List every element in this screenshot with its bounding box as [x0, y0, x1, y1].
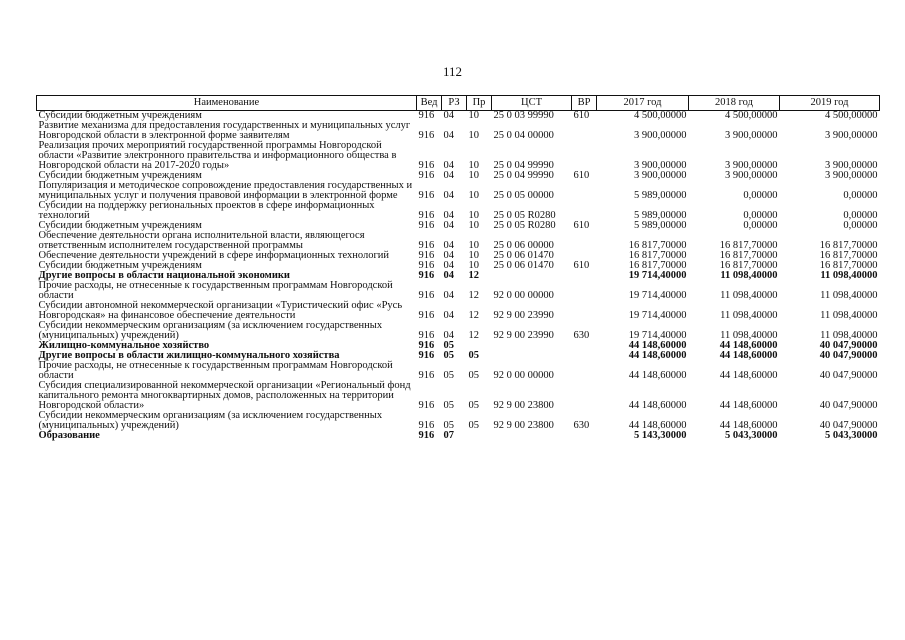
- cell-2017: 5 143,30000: [634, 430, 687, 441]
- cell-name: Субсидии некоммерческим организациям (за исключением государственных (муниципальных) учреждений): [38, 320, 383, 341]
- cell-cst: [492, 271, 572, 281]
- table-header-row: [37, 96, 880, 111]
- cell-pr: 12: [468, 330, 479, 341]
- cell-pr: 10: [468, 160, 479, 171]
- cell-rz: 04: [443, 170, 454, 181]
- cell-2019: 0,00000: [843, 210, 878, 221]
- table-row: [37, 121, 880, 141]
- cell-ved: 916: [418, 170, 435, 181]
- cell-2019: 3 900,00000: [825, 130, 878, 141]
- table-row: [37, 321, 880, 341]
- cell-pr: 10: [468, 190, 479, 201]
- cell-2018: 0,00000: [743, 220, 778, 231]
- cell-ved: 916: [418, 210, 435, 221]
- cell-vr: [572, 141, 597, 171]
- table-row: [37, 201, 880, 221]
- cell-pr: 12: [468, 310, 479, 321]
- cell-2018: 16 817,70000: [719, 260, 778, 271]
- table-row: [37, 141, 880, 171]
- cell-2018: 4 500,00000: [725, 110, 778, 121]
- header-name: Наименование: [37, 96, 417, 111]
- cell-rz: 04: [443, 220, 454, 231]
- cell-cst: 25 0 05 R0280: [493, 220, 556, 231]
- cell-vr: [572, 351, 597, 361]
- cell-2017: 19 714,40000: [628, 270, 687, 281]
- cell-pr: 05: [468, 400, 479, 411]
- cell-name: Субсидии бюджетным учреждениям: [38, 110, 202, 121]
- cell-cst: [492, 341, 572, 351]
- cell-2018: 5 043,30000: [725, 430, 778, 441]
- cell-2019: 16 817,70000: [819, 250, 878, 261]
- cell-cst: 92 9 00 23800: [493, 400, 554, 411]
- cell-cst: 92 9 00 23800: [493, 420, 554, 431]
- cell-pr: 10: [468, 250, 479, 261]
- cell-vr: 630: [573, 420, 590, 431]
- cell-ved: 916: [418, 260, 435, 271]
- cell-vr: [572, 431, 597, 441]
- cell-2018: 3 900,00000: [725, 170, 778, 181]
- table-row: [37, 431, 880, 441]
- table-row: [37, 281, 880, 301]
- cell-ved: 916: [418, 240, 435, 251]
- cell-pr: 10: [468, 220, 479, 231]
- cell-rz: 04: [443, 310, 454, 321]
- cell-name: Образование: [38, 430, 100, 441]
- cell-2017: 5 989,00000: [634, 220, 687, 231]
- cell-2018: 16 817,70000: [719, 250, 778, 261]
- cell-2019: 5 043,30000: [825, 430, 878, 441]
- cell-vr: [572, 121, 597, 141]
- cell-pr: 05: [468, 350, 479, 361]
- cell-vr: 630: [573, 330, 590, 341]
- cell-ved: 916: [418, 130, 435, 141]
- cell-2019: 16 817,70000: [819, 260, 878, 271]
- cell-ved: 916: [418, 430, 435, 441]
- cell-2017: 3 900,00000: [634, 130, 687, 141]
- cell-vr: [572, 181, 597, 201]
- cell-cst: 92 0 00 00000: [493, 370, 554, 381]
- cell-ved: 916: [418, 190, 435, 201]
- cell-name: Субсидии бюджетным учреждениям: [38, 260, 202, 271]
- cell-2017: 44 148,60000: [628, 350, 687, 361]
- cell-ved: 916: [418, 420, 435, 431]
- cell-pr: 10: [468, 110, 479, 121]
- header-2019: 2019 год: [780, 96, 880, 111]
- cell-rz: 05: [443, 350, 454, 361]
- cell-2017: 19 714,40000: [628, 330, 687, 341]
- cell-vr: [572, 281, 597, 301]
- cell-2019: 11 098,40000: [820, 310, 878, 321]
- cell-rz: 05: [443, 420, 454, 431]
- cell-2017: 44 148,60000: [628, 370, 687, 381]
- cell-2019: 4 500,00000: [825, 110, 878, 121]
- cell-vr: 610: [573, 260, 590, 271]
- cell-2019: 11 098,40000: [820, 270, 878, 281]
- cell-2017: 3 900,00000: [634, 160, 687, 171]
- cell-2019: 16 817,70000: [819, 240, 878, 251]
- cell-pr: 05: [468, 420, 479, 431]
- cell-cst: 25 0 04 99990: [493, 160, 554, 171]
- table-row: [37, 181, 880, 201]
- table-row: [37, 381, 880, 411]
- cell-cst: 25 0 06 01470: [493, 250, 554, 261]
- cell-pr: 10: [468, 170, 479, 181]
- cell-name: Прочие расходы, не отнесенные к государственным программам Новгородской области: [38, 280, 393, 301]
- cell-ved: 916: [418, 290, 435, 301]
- cell-rz: 04: [443, 260, 454, 271]
- cell-2019: 11 098,40000: [820, 330, 878, 341]
- cell-name: Субсидии автономной некоммерческой организации «Туристический офис «Русь Новгородская» на финансовое обеспечение деятельности: [38, 300, 403, 321]
- header-vr: ВР: [572, 96, 597, 111]
- cell-ved: 916: [418, 160, 435, 171]
- cell-pr: 10: [468, 240, 479, 251]
- cell-name: Развитие механизма для предоставления государственных и муниципальных услуг Новгородской области в электронной форме заявителям: [38, 120, 411, 141]
- cell-2018: 44 148,60000: [719, 420, 778, 431]
- cell-2019: 40 047,90000: [819, 420, 878, 431]
- cell-rz: 05: [443, 370, 454, 381]
- cell-2019: 11 098,40000: [820, 290, 878, 301]
- table-row: [37, 231, 880, 251]
- cell-2019: 40 047,90000: [819, 350, 878, 361]
- cell-ved: 916: [418, 400, 435, 411]
- cell-name: Жилищно-коммунальное хозяйство: [38, 340, 210, 351]
- cell-rz: 04: [443, 330, 454, 341]
- table-row: [37, 411, 880, 431]
- cell-pr: 10: [468, 260, 479, 271]
- cell-pr: 12: [468, 270, 479, 281]
- cell-2019: 3 900,00000: [825, 170, 878, 181]
- cell-cst: 25 0 05 R0280: [493, 210, 556, 221]
- cell-pr: 12: [468, 290, 479, 301]
- cell-name: Обеспечение деятельности учреждений в сфере информационных технологий: [38, 250, 390, 261]
- cell-rz: 05: [443, 340, 454, 351]
- cell-2018: 11 098,40000: [720, 330, 778, 341]
- cell-2017: 44 148,60000: [628, 420, 687, 431]
- cell-2017: 4 500,00000: [634, 110, 687, 121]
- header-ved: Вед: [417, 96, 442, 111]
- cell-name: Субсидии на поддержку региональных проектов в сфере информационных технологий: [38, 200, 375, 221]
- cell-name: Субсидия специализированной некоммерческой организации «Региональный фонд капитального ремонта многоквартирных домов, расположенных на территории Новгородской области»: [38, 380, 411, 411]
- cell-2018: 0,00000: [743, 190, 778, 201]
- header-pr: Пр: [467, 96, 492, 111]
- cell-name: Прочие расходы, не отнесенные к государственным программам Новгородской области: [38, 360, 393, 381]
- cell-ved: 916: [418, 340, 435, 351]
- cell-name: Другие вопросы в области национальной экономики: [38, 270, 290, 281]
- cell-2019: 40 047,90000: [819, 370, 878, 381]
- cell-name: Субсидии бюджетным учреждениям: [38, 220, 202, 231]
- cell-vr: [572, 381, 597, 411]
- cell-vr: [572, 201, 597, 221]
- cell-2018: 3 900,00000: [725, 160, 778, 171]
- cell-rz: 04: [443, 160, 454, 171]
- cell-2017: 44 148,60000: [628, 400, 687, 411]
- cell-vr: 610: [573, 170, 590, 181]
- cell-rz: 04: [443, 190, 454, 201]
- cell-cst: 92 9 00 23990: [493, 310, 554, 321]
- cell-2018: 11 098,40000: [720, 290, 778, 301]
- cell-name: Субсидии бюджетным учреждениям: [38, 170, 202, 181]
- cell-name: Субсидии некоммерческим организациям (за исключением государственных (муниципальных) учреждений): [38, 410, 383, 431]
- cell-vr: [572, 271, 597, 281]
- cell-cst: 25 0 06 01470: [493, 260, 554, 271]
- cell-2019: 40 047,90000: [819, 340, 878, 351]
- cell-ved: 916: [418, 350, 435, 361]
- table-row: [37, 301, 880, 321]
- cell-pr: [467, 431, 492, 441]
- cell-2018: 11 098,40000: [720, 270, 778, 281]
- cell-2018: 44 148,60000: [719, 350, 778, 361]
- cell-2017: 19 714,40000: [628, 310, 687, 321]
- cell-vr: [572, 341, 597, 351]
- cell-2017: 16 817,70000: [628, 250, 687, 261]
- cell-pr: 10: [468, 130, 479, 141]
- cell-ved: 916: [418, 270, 435, 281]
- cell-cst: [492, 351, 572, 361]
- cell-2017: 16 817,70000: [628, 260, 687, 271]
- cell-2019: 40 047,90000: [819, 400, 878, 411]
- header-2017: 2017 год: [597, 96, 689, 111]
- cell-vr: 610: [573, 220, 590, 231]
- cell-name: Реализация прочих мероприятий государственной программы Новгородской области «Развитие электронного правительства и информационного общества в Новгородской области на 2017-2020 годы»: [38, 140, 397, 171]
- cell-cst: 92 0 00 00000: [493, 290, 554, 301]
- cell-rz: 04: [443, 110, 454, 121]
- cell-2019: 0,00000: [843, 190, 878, 201]
- cell-rz: 04: [443, 270, 454, 281]
- cell-ved: 916: [418, 310, 435, 321]
- cell-2018: 0,00000: [743, 210, 778, 221]
- cell-2018: 11 098,40000: [720, 310, 778, 321]
- cell-cst: 25 0 04 99990: [493, 170, 554, 181]
- cell-vr: [572, 361, 597, 381]
- cell-2018: 44 148,60000: [719, 370, 778, 381]
- cell-cst: 25 0 06 00000: [493, 240, 554, 251]
- cell-2017: 3 900,00000: [634, 170, 687, 181]
- cell-rz: 04: [443, 290, 454, 301]
- cell-cst: 25 0 04 00000: [493, 130, 554, 141]
- page-number: 112: [442, 64, 463, 79]
- cell-rz: 04: [443, 240, 454, 251]
- cell-pr: 10: [468, 210, 479, 221]
- cell-2017: 5 989,00000: [634, 190, 687, 201]
- cell-vr: 610: [573, 110, 590, 121]
- cell-cst: 25 0 05 00000: [493, 190, 554, 201]
- cell-rz: 04: [443, 210, 454, 221]
- cell-cst: 25 0 03 99990: [493, 110, 554, 121]
- cell-name: Обеспечение деятельности органа исполнительной власти, являющегося ответственным исполнителем государственной программы: [38, 230, 365, 251]
- cell-ved: 916: [418, 110, 435, 121]
- header-cst: ЦСТ: [492, 96, 572, 111]
- cell-name: Популяризация и методическое сопровождение предоставления государственных и муниципальных услуг и получения правовой информации в электронной форме: [38, 180, 413, 201]
- cell-ved: 916: [418, 220, 435, 231]
- cell-rz: 05: [443, 400, 454, 411]
- header-rz: РЗ: [442, 96, 467, 111]
- cell-ved: 916: [418, 330, 435, 341]
- cell-2019: 3 900,00000: [825, 160, 878, 171]
- table-row: [37, 361, 880, 381]
- cell-2017: 44 148,60000: [628, 340, 687, 351]
- cell-2018: 3 900,00000: [725, 130, 778, 141]
- cell-rz: 07: [443, 430, 454, 441]
- cell-2017: 5 989,00000: [634, 210, 687, 221]
- cell-vr: [572, 301, 597, 321]
- cell-cst: [492, 431, 572, 441]
- cell-2017: 19 714,40000: [628, 290, 687, 301]
- header-2018: 2018 год: [689, 96, 780, 111]
- cell-rz: 04: [443, 250, 454, 261]
- cell-cst: 92 9 00 23990: [493, 330, 554, 341]
- cell-vr: [572, 231, 597, 251]
- cell-rz: 04: [443, 130, 454, 141]
- cell-2018: 16 817,70000: [719, 240, 778, 251]
- cell-2019: 0,00000: [843, 220, 878, 231]
- cell-name: Другие вопросы в области жилищно-коммунального хозяйства: [38, 350, 340, 361]
- cell-2018: 44 148,60000: [719, 400, 778, 411]
- budget-table: [36, 95, 880, 441]
- cell-ved: 916: [418, 370, 435, 381]
- cell-pr: 05: [468, 370, 479, 381]
- cell-ved: 916: [418, 250, 435, 261]
- cell-2017: 16 817,70000: [628, 240, 687, 251]
- cell-2018: 44 148,60000: [719, 340, 778, 351]
